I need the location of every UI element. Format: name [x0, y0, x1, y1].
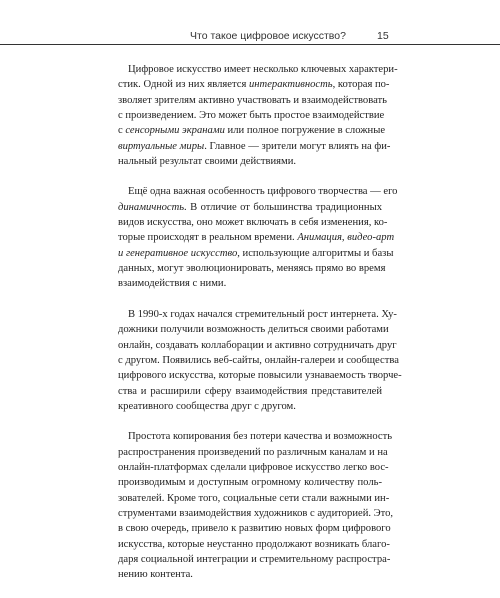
text-run: Простота копирования без потери качества и возможность	[128, 431, 393, 443]
text-line	[118, 139, 391, 154]
text-run: цифрового искусства, которые повысили узнаваемость творче-	[118, 370, 402, 382]
text-line	[118, 506, 394, 521]
text-line	[118, 123, 386, 138]
emphasized-term: интерактивность	[249, 79, 333, 91]
paragraph	[118, 429, 394, 582]
text-run: В 1990-х годах начался стремительный рост интернета. Ху-	[128, 308, 397, 320]
paragraph	[118, 184, 398, 291]
text-run: , которая по-	[332, 79, 390, 91]
text-line	[118, 537, 390, 552]
text-run: . В отличие от большинства традиционных	[184, 201, 382, 213]
emphasized-term: сенсорными экранами	[125, 125, 225, 137]
paragraph	[118, 307, 402, 414]
text-run: . Главное — зрители могут влиять на фи-	[204, 140, 391, 152]
text-line	[118, 338, 397, 353]
emphasized-term: и генеративное искусство	[118, 247, 238, 259]
running-header	[0, 30, 500, 45]
body-text	[118, 62, 402, 598]
text-line	[118, 62, 398, 77]
text-run: дожники получили возможность делиться своими работами	[118, 324, 389, 336]
text-line	[118, 215, 388, 230]
text-line	[118, 491, 390, 506]
text-line	[118, 475, 382, 490]
text-line	[118, 307, 397, 322]
text-line	[118, 108, 385, 123]
text-run: производимым и доступным огромному количеству поль-	[118, 477, 382, 489]
text-run: с другом. Появились веб-сайты, онлайн-галереи и сообщества	[118, 354, 399, 366]
text-line	[118, 77, 390, 92]
text-run: зволяет зрителям активно участвовать и взаимодействовать	[118, 94, 387, 106]
text-line	[118, 276, 382, 291]
text-line	[118, 184, 398, 199]
text-run: даря социальной интеграции и стремительному распростра-	[118, 553, 391, 565]
page-number: 15	[377, 30, 389, 42]
text-run: нению контента.	[118, 569, 193, 581]
text-line	[118, 246, 394, 261]
text-line	[118, 200, 382, 215]
text-line	[118, 93, 387, 108]
text-line	[118, 230, 395, 245]
text-run: видов искусства, оно может включать в себя изменения, ко-	[118, 217, 388, 229]
text-line	[118, 154, 382, 169]
emphasized-term: виртуальные миры	[118, 140, 205, 152]
text-line	[118, 460, 389, 475]
text-run: ства и расширили сферу взаимодействия представителей	[118, 385, 382, 397]
text-line	[118, 567, 382, 582]
text-run: нальный результат своими действиями.	[118, 156, 297, 168]
text-run: распространения произведений по различным каналам и на	[118, 446, 388, 458]
text-line	[118, 261, 386, 276]
text-line	[118, 429, 393, 444]
emphasized-term: Анимация, видео-арт	[297, 232, 395, 244]
text-run: струментами взаимодействия художников с аудиторией. Это,	[118, 507, 394, 519]
emphasized-term: динамичность	[118, 201, 185, 213]
running-title: Что такое цифровое искусство?	[190, 30, 346, 42]
text-run: креативного сообщества друг с другом.	[118, 400, 296, 412]
text-line	[118, 552, 391, 567]
text-run: Ещё одна важная особенность цифрового творчества — его	[128, 186, 398, 198]
text-run: в свою очередь, привело к развитию новых форм цифрового	[118, 523, 391, 535]
text-run: онлайн, создавать коллаборации и активно сотрудничать друг	[118, 339, 397, 351]
text-run: торые происходят в реальном времени.	[118, 232, 298, 244]
text-line	[118, 521, 391, 536]
text-line	[118, 368, 402, 383]
text-run: с	[118, 125, 126, 137]
text-line	[118, 322, 389, 337]
text-run: искусства, которые неустанно продолжают возникать благо-	[118, 538, 390, 550]
text-line	[118, 384, 382, 399]
text-run: зователей. Кроме того, социальные сети стали важными ин-	[118, 492, 390, 504]
paragraph	[118, 62, 398, 169]
text-run: данных, могут эволюционировать, меняясь прямо во время	[118, 263, 386, 275]
text-run: Цифровое искусство имеет несколько ключевых характери-	[128, 64, 398, 75]
text-run: стик. Одной из них является	[118, 79, 249, 91]
text-line	[118, 399, 382, 414]
text-line	[118, 445, 388, 460]
text-run: взаимодействия с ними.	[118, 278, 227, 290]
text-run: онлайн-платформах сделали цифровое искусство легко вос-	[118, 461, 389, 473]
text-run: , использующие алгоритмы и базы	[237, 247, 394, 259]
text-line	[118, 353, 399, 368]
text-run: или полное погружение в сложные	[224, 125, 386, 137]
text-run: с произведением. Это может быть простое взаимодействие	[118, 110, 385, 122]
